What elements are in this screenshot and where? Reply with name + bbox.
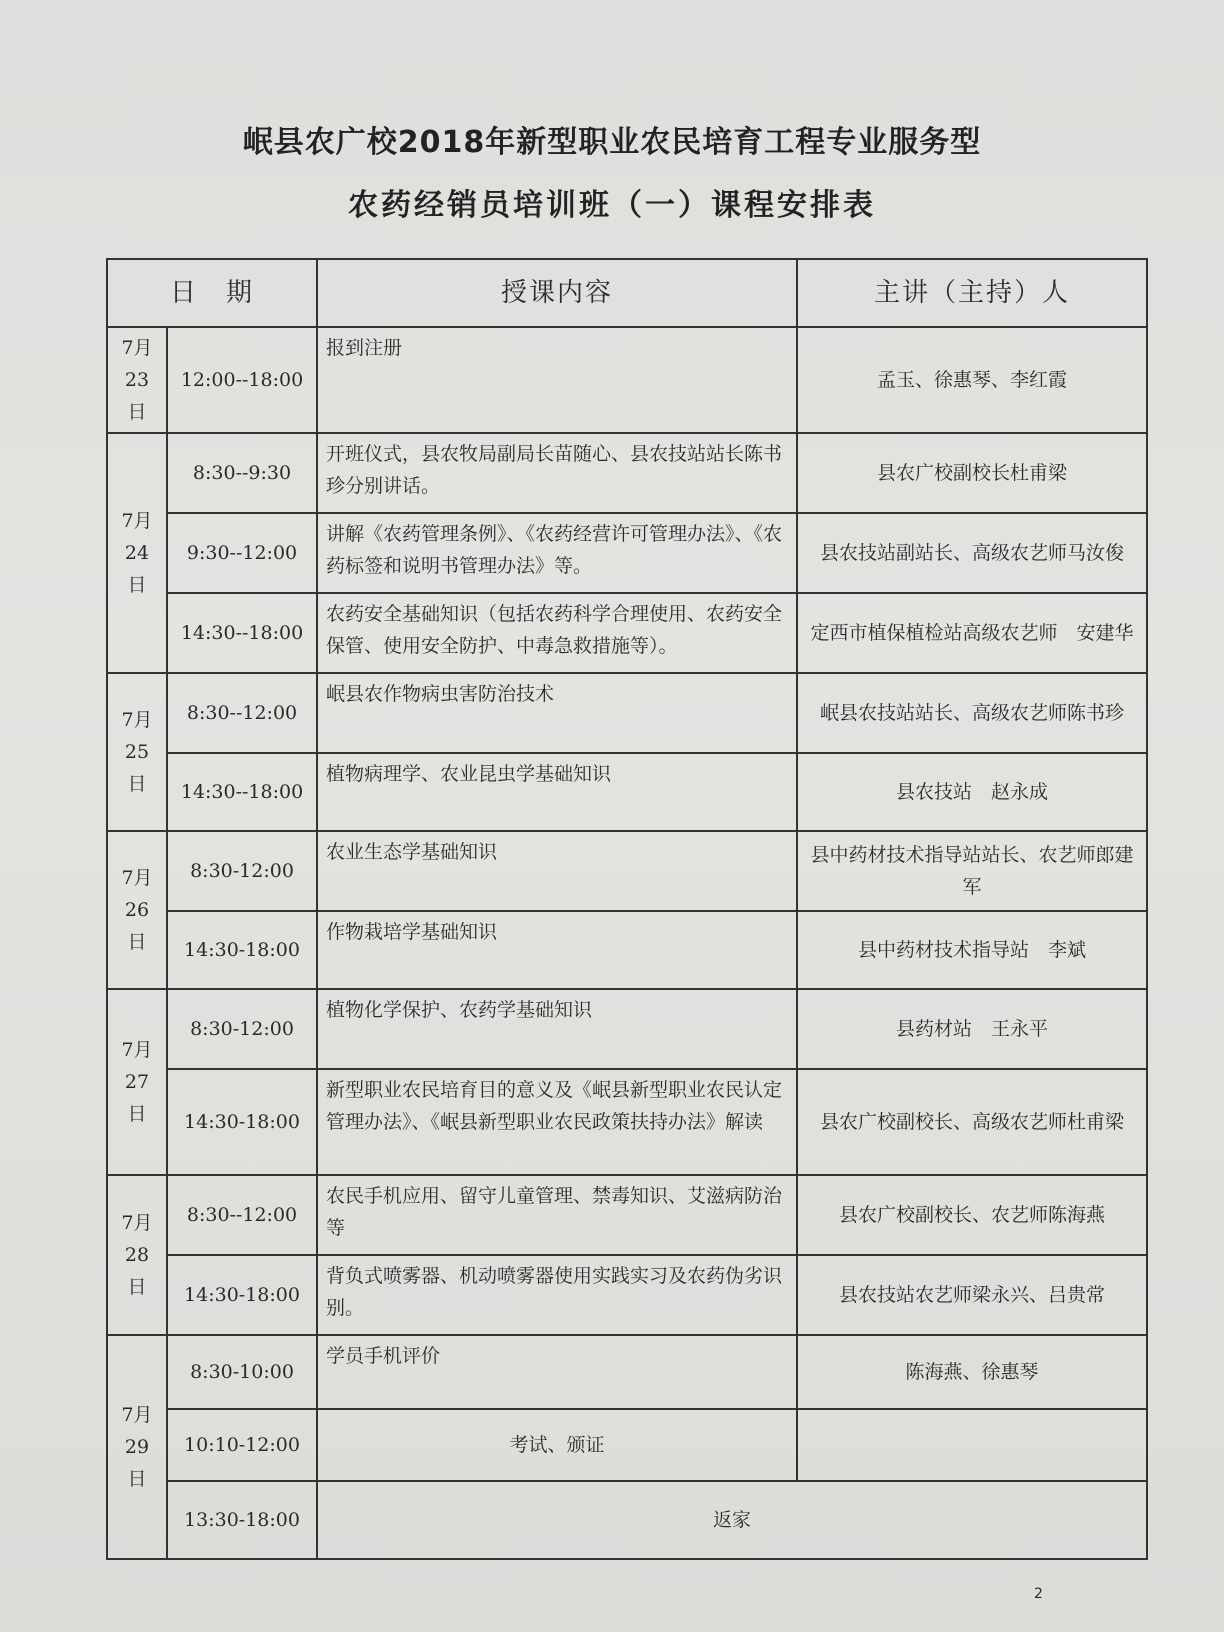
time-cell: 8:30-10:00 <box>167 1335 317 1409</box>
table-row <box>107 1409 1147 1481</box>
content-cell: 作物栽培学基础知识 <box>317 911 797 989</box>
table-row <box>107 1175 1147 1255</box>
content-cell: 农民手机应用、留守儿童管理、禁毒知识、艾滋病防治等 <box>317 1175 797 1255</box>
table-row <box>107 911 1147 989</box>
content-cell: 岷县农作物病虫害防治技术 <box>317 673 797 753</box>
table-row <box>107 1481 1147 1559</box>
table-row <box>107 673 1147 753</box>
table-row <box>107 433 1147 513</box>
table-row <box>107 989 1147 1069</box>
table-row <box>107 1255 1147 1335</box>
speaker-cell: 县药材站 王永平 <box>797 989 1147 1069</box>
table-row <box>107 831 1147 911</box>
speaker-cell: 县中药材技术指导站 李斌 <box>797 911 1147 989</box>
date-cell: 7月 28日 <box>107 1175 167 1335</box>
content-cell: 农业生态学基础知识 <box>317 831 797 911</box>
header-speaker: 主讲（主持）人 <box>797 259 1147 327</box>
table-row <box>107 513 1147 593</box>
date-cell: 7月 29日 <box>107 1335 167 1559</box>
header-content: 授课内容 <box>317 259 797 327</box>
content-cell: 返家 <box>317 1481 1147 1559</box>
content-cell: 农药安全基础知识（包括农药科学合理使用、农药安全保管、使用安全防护、中毒急救措施等）。 <box>317 593 797 673</box>
time-cell: 14:30-18:00 <box>167 1069 317 1175</box>
document-title-line2: 农药经销员培训班（一）课程安排表 <box>348 188 876 223</box>
table-row <box>107 327 1147 433</box>
speaker-cell: 岷县农技站站长、高级农艺师陈书珍 <box>797 673 1147 753</box>
speaker-cell: 县农技站 赵永成 <box>797 753 1147 831</box>
time-cell: 10:10-12:00 <box>167 1409 317 1481</box>
content-cell: 植物化学保护、农药学基础知识 <box>317 989 797 1069</box>
table-row <box>107 1335 1147 1409</box>
content-cell: 背负式喷雾器、机动喷雾器使用实践实习及农药伪劣识别。 <box>317 1255 797 1335</box>
speaker-cell: 县农技站副站长、高级农艺师马汝俊 <box>797 513 1147 593</box>
date-cell: 7月 24日 <box>107 433 167 673</box>
time-cell: 8:30-12:00 <box>167 831 317 911</box>
content-cell: 植物病理学、农业昆虫学基础知识 <box>317 753 797 831</box>
content-cell: 考试、颁证 <box>317 1409 797 1481</box>
speaker-cell: 县农技站农艺师梁永兴、吕贵常 <box>797 1255 1147 1335</box>
speaker-cell: 陈海燕、徐惠琴 <box>797 1335 1147 1409</box>
time-cell: 8:30--12:00 <box>167 1175 317 1255</box>
speaker-cell <box>797 1409 1147 1481</box>
table-header-row <box>107 259 1147 327</box>
header-date: 日 期 <box>107 259 317 327</box>
schedule-table <box>106 258 1148 1560</box>
date-cell: 7月 26日 <box>107 831 167 989</box>
time-cell: 8:30--9:30 <box>167 433 317 513</box>
table-row <box>107 753 1147 831</box>
table-row <box>107 593 1147 673</box>
time-cell: 8:30-12:00 <box>167 989 317 1069</box>
speaker-cell: 县农广校副校长、农艺师陈海燕 <box>797 1175 1147 1255</box>
speaker-cell: 县农广校副校长杜甫梁 <box>797 433 1147 513</box>
time-cell: 12:00--18:00 <box>167 327 317 433</box>
time-cell: 14:30--18:00 <box>167 753 317 831</box>
content-cell: 学员手机评价 <box>317 1335 797 1409</box>
speaker-cell: 县农广校副校长、高级农艺师杜甫梁 <box>797 1069 1147 1175</box>
content-cell: 讲解《农药管理条例》、《农药经营许可管理办法》、《农药标签和说明书管理办法》等。 <box>317 513 797 593</box>
date-cell: 7月 23日 <box>107 327 167 433</box>
speaker-cell: 县中药材技术指导站站长、农艺师郎建军 <box>797 831 1147 911</box>
speaker-cell: 孟玉、徐惠琴、李红霞 <box>797 327 1147 433</box>
page-number: 2 <box>1034 1586 1043 1602</box>
table-row <box>107 1069 1147 1175</box>
content-cell: 报到注册 <box>317 327 797 433</box>
time-cell: 14:30--18:00 <box>167 593 317 673</box>
time-cell: 9:30--12:00 <box>167 513 317 593</box>
time-cell: 8:30--12:00 <box>167 673 317 753</box>
time-cell: 14:30-18:00 <box>167 1255 317 1335</box>
content-cell: 开班仪式，县农牧局副局长苗随心、县农技站站长陈书珍分别讲话。 <box>317 433 797 513</box>
speaker-cell: 定西市植保植检站高级农艺师 安建华 <box>797 593 1147 673</box>
content-cell: 新型职业农民培育目的意义及《岷县新型职业农民认定管理办法》、《岷县新型职业农民政策扶持办法》解读 <box>317 1069 797 1175</box>
time-cell: 14:30-18:00 <box>167 911 317 989</box>
date-cell: 7月 25日 <box>107 673 167 831</box>
document-title-line1: 岷县农广校2018年新型职业农民培育工程专业服务型 <box>242 125 982 160</box>
time-cell: 13:30-18:00 <box>167 1481 317 1559</box>
date-cell: 7月 27日 <box>107 989 167 1175</box>
